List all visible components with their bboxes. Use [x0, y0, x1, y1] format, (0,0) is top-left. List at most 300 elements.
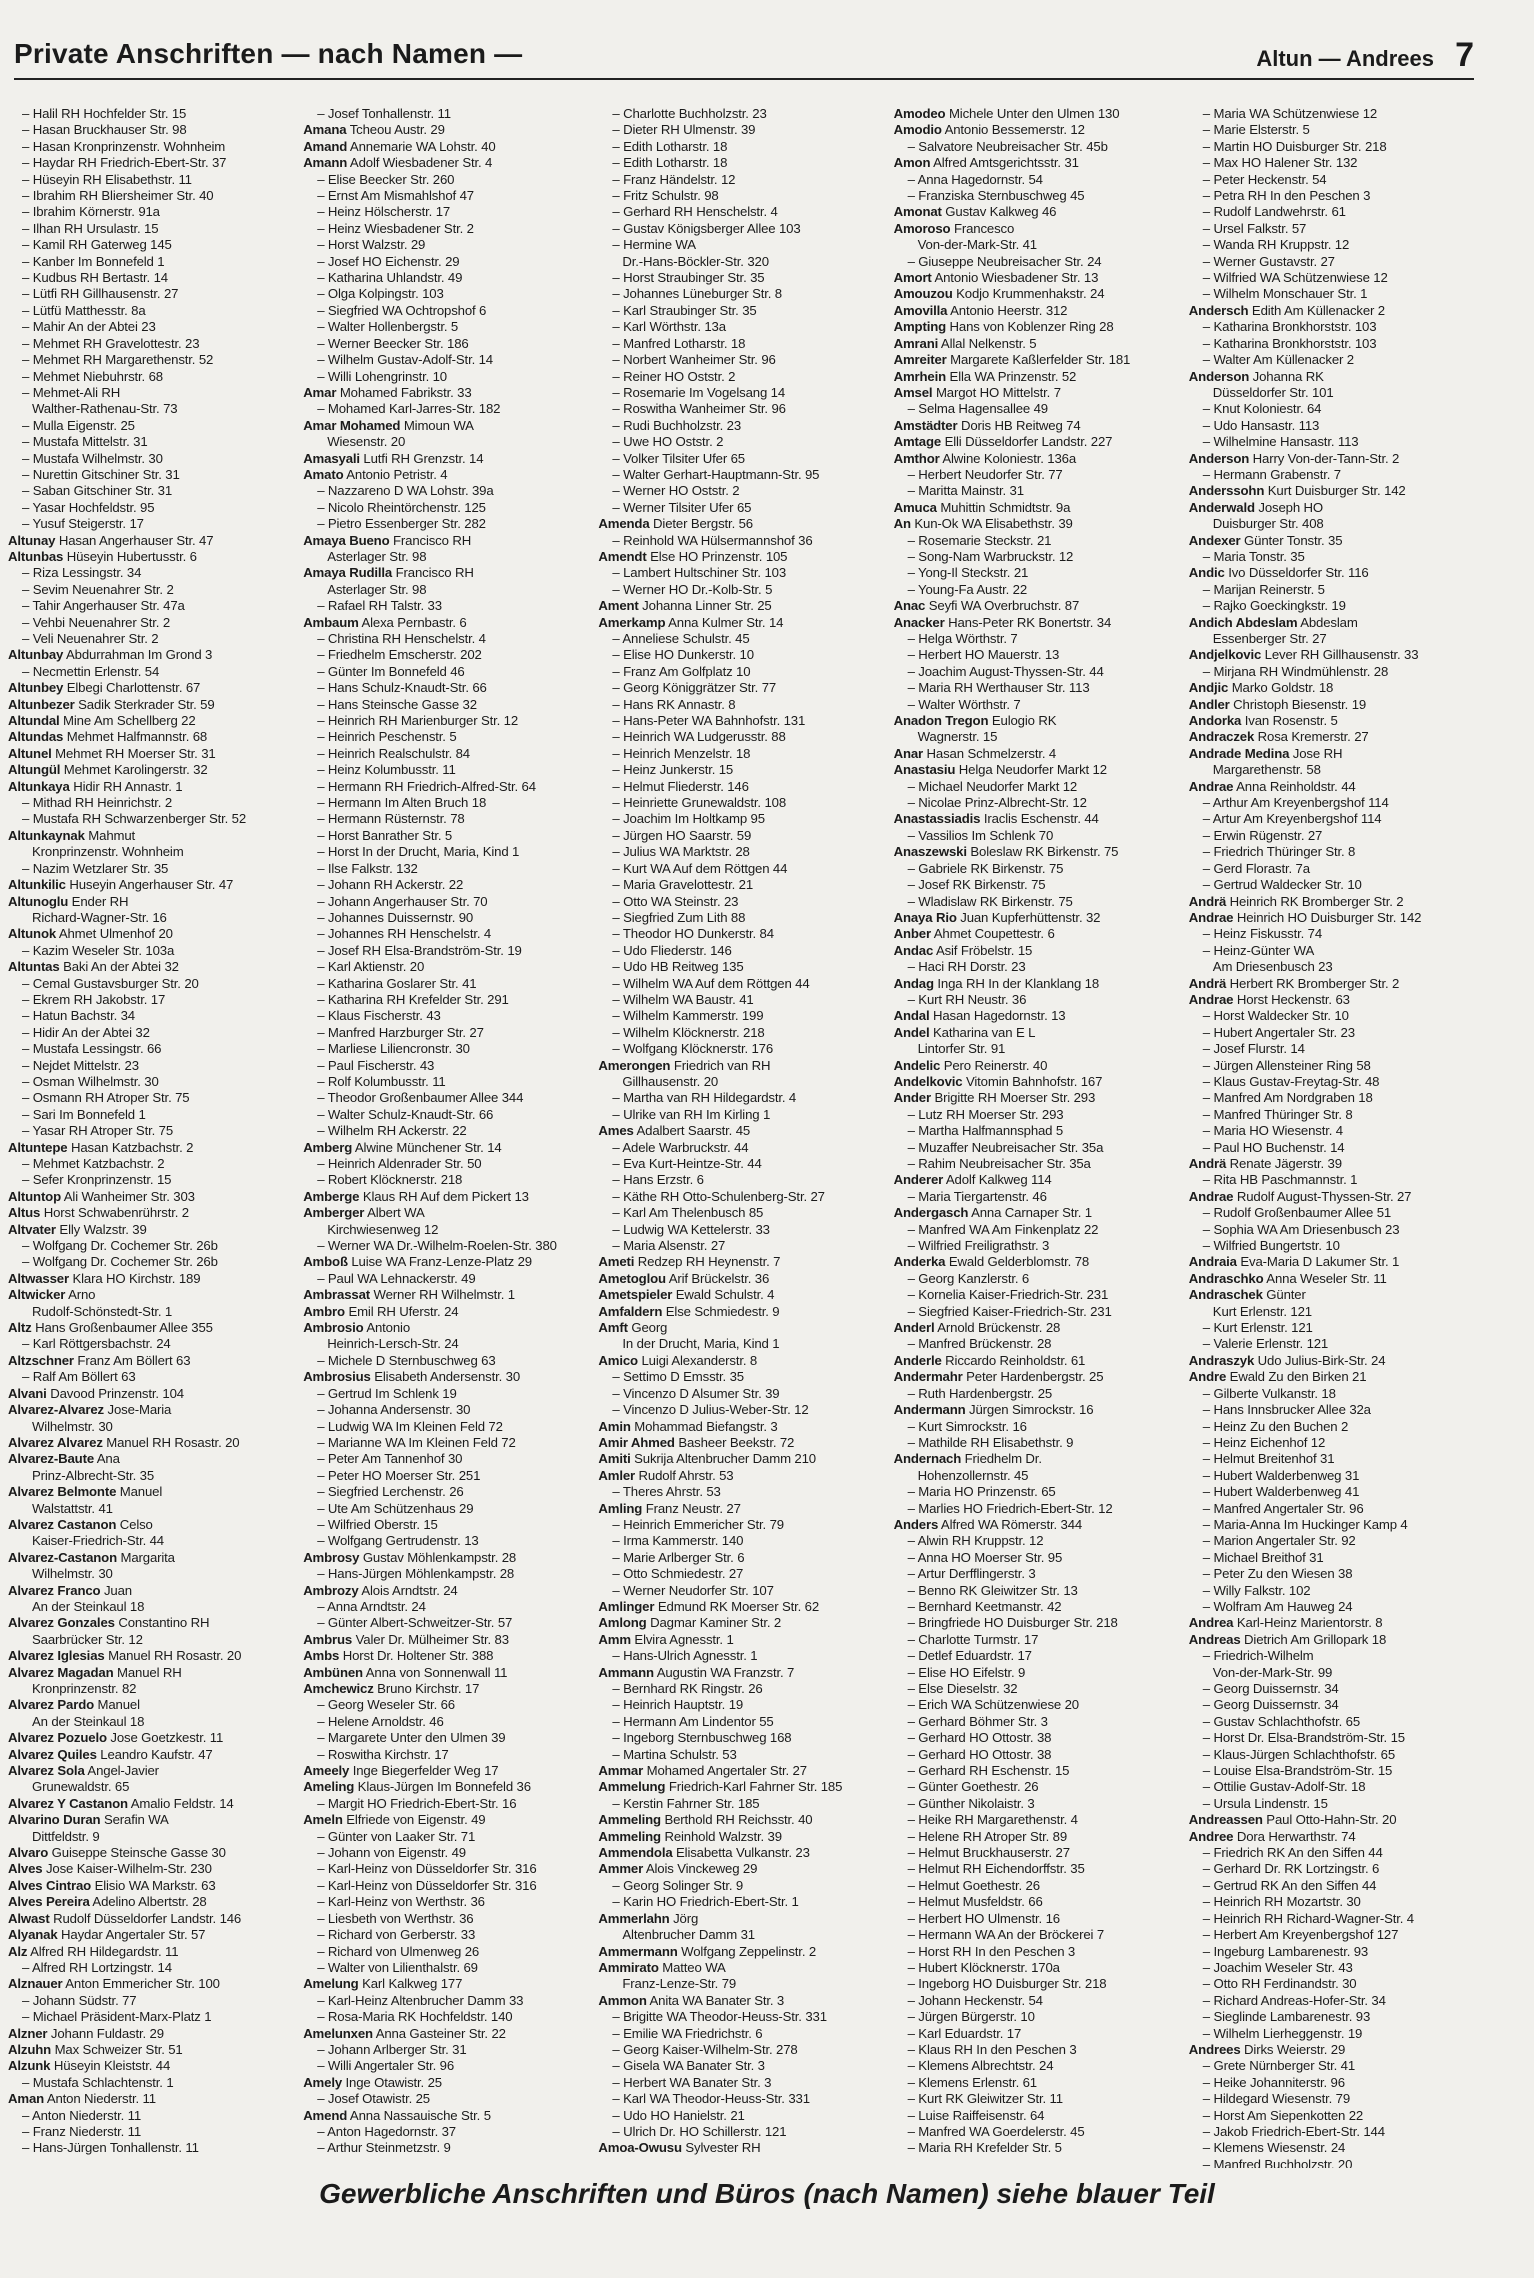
directory-entry: – Werner HO Dr.-Kolb-Str. 5 — [612, 581, 773, 597]
entry-surname: Andel — [893, 1024, 930, 1040]
directory-entry: – Nejdet Mittelstr. 23 — [22, 1057, 139, 1073]
directory-entry: – Ursula Lindenstr. 15 — [1202, 1795, 1328, 1811]
entry-details: Adelino Albertstr. 28 — [89, 1894, 207, 1910]
directory-entry — [303, 565, 588, 581]
directory-entry: – Mustafa Schlachtenstr. 1 — [22, 2074, 174, 2090]
entry-surname: Ametspieler — [598, 1287, 673, 1303]
directory-entry: – Richard Andreas-Hofer-Str. 34 — [1202, 1992, 1386, 2008]
entry-details: Margarete Kaßlerfelder Str. 181 — [946, 352, 1131, 368]
directory-entry: – Gerhard Dr. RK Lortzingstr. 6 — [1202, 1861, 1380, 1877]
directory-entry: – Giuseppe Neubreisacher Str. 24 — [907, 253, 1102, 269]
directory-entry — [894, 122, 1179, 138]
directory-entry: – Gisela WA Banater Str. 3 — [612, 2058, 765, 2074]
entry-details: Elly Walzstr. 39 — [55, 1221, 147, 1237]
directory-entry: – Hermine WA — [612, 237, 696, 253]
directory-entry: – Peter HO Moerser Str. 251 — [317, 1467, 481, 1483]
entry-surname: Amoroso — [893, 220, 951, 236]
directory-entry — [1189, 976, 1474, 992]
directory-entry — [8, 1140, 293, 1156]
entry-surname: Ammeling — [598, 1828, 661, 1844]
directory-entry: – Georg Weseler Str. 66 — [317, 1697, 455, 1713]
directory-entry: – Alwin RH Kruppstr. 12 — [907, 1533, 1044, 1549]
directory-entry: – Detlef Eduardstr. 17 — [907, 1648, 1032, 1664]
entry-surname: Amasyali — [303, 450, 360, 466]
directory-entry: – Katharina Uhlandstr. 49 — [317, 270, 463, 286]
entry-surname: Ammar — [598, 1763, 644, 1779]
directory-entry: – Walter Hollenbergstr. 5 — [317, 319, 459, 335]
directory-entry: – Wolfgang Gertrudenstr. 13 — [317, 1533, 479, 1549]
directory-entry — [894, 1517, 1179, 1533]
directory-entry: – Vehbi Neuenahrer Str. 2 — [22, 614, 171, 630]
entry-surname: Amelunxen — [303, 2025, 373, 2041]
entry-surname: Andjelkovic — [1188, 647, 1262, 663]
entry-details: Margarita — [117, 1549, 175, 1565]
entry-details: Angel-Javier — [84, 1763, 159, 1779]
directory-entry: – Gilberte Vulkanstr. 18 — [1202, 1385, 1336, 1401]
directory-entry — [894, 418, 1179, 434]
entry-surname: Alvarez-Castanon — [8, 1549, 117, 1565]
directory-entry: – Martina Schulstr. 53 — [612, 1746, 737, 1762]
directory-entry — [894, 500, 1179, 516]
entry-surname: Amodio — [893, 122, 942, 138]
directory-entry: – Katharina Bronkhorststr. 103 — [1202, 335, 1377, 351]
directory-entry — [8, 1796, 293, 1812]
directory-entry: – Josef Flurstr. 14 — [1202, 1041, 1305, 1057]
entry-surname: Altuntop — [8, 1188, 61, 1204]
entry-details: Elli Düsseldorfer Landstr. 227 — [941, 434, 1113, 450]
directory-entry: – Josef RH Elsa-Brandström-Str. 19 — [317, 942, 522, 958]
directory-entry: – Lütfü Matthesstr. 8a — [22, 302, 146, 318]
entry-surname: Ambrassat — [303, 1287, 371, 1303]
entry-details: Leandro Kaufstr. 47 — [96, 1746, 213, 1762]
directory-entry: – Wilhelm Klöcknerstr. 218 — [612, 1024, 765, 1040]
directory-entry: Kronprinzenstr. Wohnheim — [32, 844, 184, 860]
directory-entry: – Mustafa Mittelstr. 31 — [22, 434, 148, 450]
entry-surname: Altz — [8, 1320, 32, 1336]
directory-entry: – Helmut Bruckhauserstr. 27 — [907, 1845, 1070, 1861]
directory-entry: – Edith Lotharstr. 18 — [612, 155, 728, 171]
entry-surname: Anderle — [893, 1352, 942, 1368]
directory-entry: – Helmut Breitenhof 31 — [1202, 1451, 1335, 1467]
entry-surname: Amaya Bueno — [303, 532, 390, 548]
entry-surname: Andraschek — [1188, 1287, 1263, 1303]
entry-surname: Amreiter — [893, 352, 947, 368]
directory-entry: – Gerhard RH Henschelstr. 4 — [612, 204, 778, 220]
entry-surname: Ambro — [303, 1303, 345, 1319]
directory-entry: – Heinz Kolumbusstr. 11 — [317, 762, 456, 778]
directory-entry: – Marie Arlberger Str. 6 — [612, 1549, 745, 1565]
entry-details: Arnold Brückenstr. 28 — [934, 1320, 1061, 1336]
directory-entry — [894, 1008, 1179, 1024]
entry-details: Helga Neudorfer Markt 12 — [955, 762, 1107, 778]
directory-entry: Asterlager Str. 98 — [327, 581, 427, 597]
entry-surname: Amand — [303, 138, 348, 154]
entry-details: Albert WA — [364, 1205, 425, 1221]
directory-entry: Von-der-Mark-Str. 41 — [917, 237, 1037, 253]
entry-details: Guiseppe Steinsche Gasse 30 — [48, 1845, 226, 1861]
directory-entry — [894, 713, 1179, 729]
directory-entry — [303, 1976, 588, 1992]
entry-details: Ewald Gelderblomstr. 78 — [945, 1254, 1090, 1270]
directory-entry: – Udo HB Reitweg 135 — [612, 959, 744, 975]
directory-entry: Walstattstr. 41 — [32, 1500, 113, 1516]
directory-entry — [894, 746, 1179, 762]
page-number: 7 — [1455, 36, 1474, 74]
directory-entry: – Wilhelm Lierheggenstr. 19 — [1202, 2025, 1363, 2041]
directory-entry: – Heinz-Günter WA — [1202, 942, 1315, 958]
directory-entry — [598, 1993, 883, 2009]
entry-details: Dirks Weierstr. 29 — [1240, 2041, 1346, 2057]
directory-entry — [894, 1254, 1179, 1270]
entry-details: Sylvester RH — [681, 2140, 761, 2156]
directory-entry: – Sophia WA Am Driesenbusch 23 — [1202, 1221, 1400, 1237]
entry-surname: Alzunk — [8, 2058, 51, 2074]
directory-entry: – Werner Neudorfer Str. 107 — [612, 1582, 774, 1598]
entry-surname: Ambaum — [303, 614, 359, 630]
entry-surname: Alvarez Franco — [8, 1582, 101, 1598]
directory-entry: – Wilhelm RH Ackerstr. 22 — [317, 1123, 467, 1139]
directory-entry: – Heike Johanniterstr. 96 — [1202, 2074, 1345, 2090]
directory-entry — [894, 516, 1179, 532]
directory-entry: – Karl Aktienstr. 20 — [317, 959, 425, 975]
directory-entry: – Nazim Wetzlarer Str. 35 — [22, 860, 169, 876]
directory-entry — [303, 1632, 588, 1648]
directory-entry: – Rosemarie Steckstr. 21 — [907, 532, 1052, 548]
directory-entry — [8, 746, 293, 762]
directory-entry: – Josef Tonhallenstr. 11 — [317, 106, 451, 121]
entry-surname: Altunoglu — [8, 893, 69, 909]
entry-surname: Amfaldern — [598, 1303, 663, 1319]
directory-entry — [1189, 1615, 1474, 1631]
directory-entry — [8, 1730, 293, 1746]
entry-surname: Anders — [893, 1516, 939, 1532]
entry-details: Anna von Sonnenwall 11 — [362, 1664, 508, 1680]
directory-entry — [598, 1861, 883, 1877]
directory-entry — [8, 1894, 293, 1910]
entry-surname: Andelkovic — [893, 1073, 963, 1089]
directory-entry — [303, 155, 588, 171]
directory-entry: – Salvatore Neubreisacher Str. 45b — [907, 138, 1108, 154]
directory-entry — [303, 615, 588, 631]
directory-entry — [8, 1222, 293, 1238]
directory-entry: – Klaus-Jürgen Schlachthofstr. 65 — [1202, 1746, 1396, 1762]
directory-entry: – Anton Hagedornstr. 37 — [317, 2123, 456, 2139]
entry-surname: Anastasiu — [893, 762, 956, 778]
directory-entry: – Christina RH Henschelstr. 4 — [317, 631, 486, 646]
entry-surname: Andrea — [1188, 1615, 1234, 1631]
directory-entry: – Marlies HO Friedrich-Ebert-Str. 12 — [907, 1500, 1113, 1516]
directory-entry: – Roswitha Kirchstr. 17 — [317, 1746, 449, 1762]
entry-surname: Andergasch — [893, 1205, 969, 1221]
directory-entry: – Kamil RH Gaterweg 145 — [22, 237, 172, 253]
entry-surname: Alvaro — [8, 1845, 49, 1861]
entry-details: Serafin WA — [100, 1812, 169, 1828]
entry-surname: Amon — [893, 155, 931, 171]
entry-details: Johanna RK — [1249, 368, 1324, 384]
entry-details: Joseph HO — [1254, 499, 1323, 515]
entry-details: Anna Nassauische Str. 5 — [347, 2107, 491, 2123]
directory-entry: – Heinrich RH Marienburger Str. 12 — [317, 713, 519, 729]
directory-entry — [1189, 1156, 1474, 1172]
directory-entry: – Kurt Simrockstr. 16 — [907, 1418, 1027, 1434]
entry-surname: Altungül — [8, 762, 61, 778]
directory-entry: Saarbrücker Str. 12 — [32, 1631, 143, 1647]
directory-entry — [598, 1763, 883, 1779]
directory-entry — [303, 533, 588, 549]
entry-details: Arif Brückelstr. 36 — [665, 1270, 770, 1286]
directory-entry — [8, 1550, 293, 1566]
directory-entry: – Gerhard RH Eschenstr. 15 — [907, 1763, 1070, 1779]
entry-details: Allal Nelkenstr. 5 — [938, 335, 1037, 351]
directory-entry: – Jürgen Bürgerstr. 10 — [907, 2009, 1035, 2025]
directory-entry: – Ursel Falkstr. 57 — [1202, 220, 1307, 236]
entry-details: Hasan Angerhauser Str. 47 — [55, 532, 214, 548]
directory-entry: – Wilfried Bungertstr. 10 — [1202, 1238, 1340, 1254]
directory-entry: – Emilie WA Friedrichstr. 6 — [612, 2025, 763, 2041]
directory-entry: – Walter Am Küllenacker 2 — [1202, 352, 1354, 368]
entry-surname: Andreassen — [1188, 1812, 1263, 1828]
directory-entry — [894, 1172, 1179, 1188]
entry-surname: Ambünen — [303, 1664, 363, 1680]
directory-entry: – Anna Hagedornstr. 54 — [907, 171, 1043, 187]
directory-entry: – Reinhold WA Hülsermannshof 36 — [612, 532, 813, 548]
directory-entry: – Jürgen Allensteiner Ring 58 — [1202, 1057, 1371, 1073]
directory-entry: – Dieter RH Ulmenstr. 39 — [612, 122, 756, 138]
directory-entry: – Paul HO Buchenstr. 14 — [1202, 1139, 1345, 1155]
directory-entry: – Hermann Am Lindentor 55 — [612, 1713, 774, 1729]
directory-entry — [303, 1763, 588, 1779]
entry-details: Luigi Alexanderstr. 8 — [637, 1352, 758, 1368]
directory-entry: – Hatun Bachstr. 34 — [22, 1008, 135, 1024]
entry-details: Horst Schwabenrührstr. 2 — [40, 1205, 189, 1221]
directory-entry: – Kurt RK Gleiwitzer Str. 11 — [907, 2091, 1063, 2107]
directory-entry: – Heinriette Grunewaldstr. 108 — [612, 795, 787, 811]
entry-surname: Anderl — [893, 1320, 935, 1336]
directory-entry: – Wilhelm WA Baustr. 41 — [612, 991, 754, 1007]
directory-entry — [1189, 729, 1474, 745]
directory-entry: – Maria-Anna Im Huckinger Kamp 4 — [1202, 1516, 1408, 1532]
directory-entry: – Kudbus RH Bertastr. 14 — [22, 270, 168, 286]
directory-entry: – Siegfried Zum Lith 88 — [612, 909, 746, 925]
entry-details: Jose Goetzkestr. 11 — [106, 1730, 224, 1746]
directory-entry — [894, 352, 1179, 368]
entry-details: Ana — [94, 1451, 120, 1467]
directory-entry — [894, 451, 1179, 467]
directory-entry: – Brigitte WA Theodor-Heuss-Str. 331 — [612, 2009, 827, 2025]
directory-entry: – Franziska Sternbuschweg 45 — [907, 188, 1085, 204]
directory-entry — [8, 1665, 293, 1681]
column-3 — [598, 106, 883, 2168]
entry-details: Edmund RK Moerser Str. 62 — [654, 1598, 820, 1614]
entry-details: Friedrich-Karl Fahrner Str. 185 — [665, 1779, 843, 1795]
directory-entry: – Heike RH Margarethenstr. 4 — [907, 1812, 1078, 1828]
directory-entry: – Herbert WA Banater Str. 3 — [612, 2074, 772, 2090]
directory-entry: – Wilfried WA Schützenwiese 12 — [1202, 270, 1388, 286]
entry-surname: Amerkamp — [598, 614, 666, 630]
directory-entry: – Gerhard HO Ottostr. 38 — [907, 1730, 1052, 1746]
directory-entry: – Erich WA Schützenwiese 20 — [907, 1697, 1079, 1713]
entry-surname: Altuntepe — [8, 1139, 68, 1155]
entry-surname: Amico — [598, 1352, 638, 1368]
entry-surname: Andelic — [893, 1057, 941, 1073]
entry-details: Peter Hardenbergstr. 25 — [962, 1369, 1104, 1385]
entry-details: Annemarie WA Lohstr. 40 — [347, 138, 496, 154]
directory-entry: – Willi Angertaler Str. 96 — [317, 2058, 455, 2074]
directory-entry: – Ludwig WA Kettelerstr. 33 — [612, 1221, 770, 1237]
entry-details: Inge Biegerfelder Weg 17 — [349, 1763, 499, 1779]
directory-entry: – Margit HO Friedrich-Ebert-Str. 16 — [317, 1795, 517, 1811]
directory-entry: – Maritta Mainstr. 31 — [907, 483, 1024, 499]
entry-details: Doris HB Reitweg 74 — [957, 417, 1081, 433]
directory-entry: – Heinrich Realschulstr. 84 — [317, 745, 470, 761]
directory-entry: – Heinrich Aldenrader Str. 50 — [317, 1156, 482, 1171]
directory-entry: – Hermann Rüsternstr. 78 — [317, 811, 465, 827]
directory-entry: – Hans Schulz-Knaudt-Str. 66 — [317, 680, 487, 696]
entry-surname: Ambs — [303, 1648, 340, 1664]
entry-details: Manuel — [116, 1484, 163, 1500]
directory-entry — [303, 1583, 588, 1599]
entry-details: Inga RH In der Klanklang 18 — [933, 975, 1100, 991]
directory-entry — [8, 762, 293, 778]
entry-details: Rudolf August-Thyssen-Str. 27 — [1233, 1188, 1412, 1204]
directory-entry: – Hubert Angertaler Str. 23 — [1202, 1024, 1355, 1040]
directory-entry — [1189, 680, 1474, 696]
directory-entry: Heinrich-Lersch-Str. 24 — [327, 1336, 459, 1352]
directory-entry: – Werner WA Dr.-Wilhelm-Roelen-Str. 380 — [317, 1238, 557, 1254]
directory-entry: – Wilfried Freiligrathstr. 3 — [907, 1238, 1050, 1254]
directory-entry: – Valerie Erlenstr. 121 — [1202, 1336, 1329, 1352]
entry-details: Ewald Schulstr. 4 — [672, 1287, 775, 1303]
directory-entry — [894, 1074, 1179, 1090]
entry-surname: Altunay — [8, 532, 56, 548]
entry-details: Franz Am Böllert 63 — [73, 1352, 191, 1368]
entry-details: Ahmet Coupettestr. 6 — [930, 926, 1055, 942]
directory-entry: – Rolf Kolumbusstr. 11 — [317, 1073, 446, 1089]
entry-details: Else Schmiedestr. 9 — [662, 1303, 780, 1319]
entry-details: Hüseyin Kleiststr. 44 — [50, 2058, 171, 2074]
directory-entry: – Volker Tilsiter Ufer 65 — [612, 450, 745, 466]
entry-details: Franz Neustr. 27 — [642, 1500, 741, 1516]
directory-entry: Altenbrucher Damm 31 — [622, 1927, 755, 1943]
directory-entry — [598, 1665, 883, 1681]
entry-details: Ali Wanheimer Str. 303 — [61, 1188, 195, 1204]
directory-entry: – Otto RH Ferdinandstr. 30 — [1202, 1976, 1357, 1992]
entry-surname: Alves Cintrao — [8, 1877, 92, 1893]
entry-details: Anna Carnaper Str. 1 — [968, 1205, 1092, 1221]
entry-details: Hasan Schmelzerstr. 4 — [923, 745, 1057, 761]
directory-entry — [1189, 1254, 1474, 1270]
entry-details: Alwine Münchener Str. 14 — [352, 1139, 502, 1155]
directory-entry: – Max HO Halener Str. 132 — [1202, 155, 1358, 171]
directory-entry: – Helmut Fliederstr. 146 — [612, 778, 749, 794]
directory-entry: Essenberger Str. 27 — [1212, 631, 1327, 646]
directory-entry: – Gerhard HO Ottostr. 38 — [907, 1746, 1052, 1762]
entry-details: Mohamed Angertaler Str. 27 — [643, 1763, 807, 1779]
entry-details: Antonio — [363, 1320, 411, 1336]
entry-surname: Amm — [598, 1631, 631, 1647]
directory-entry: – Heinz Fiskusstr. 74 — [1202, 926, 1323, 942]
entry-surname: Altunbay — [8, 647, 64, 663]
entry-surname: Alvarez Alvarez — [8, 1434, 103, 1450]
directory-entry — [1189, 500, 1474, 516]
directory-entry — [894, 369, 1179, 385]
entry-details: Elisabetta Vulkanstr. 23 — [672, 1845, 810, 1861]
entry-details: Wolfgang Zeppelinstr. 2 — [677, 1943, 817, 1959]
directory-entry: – Vincenzo D Julius-Weber-Str. 12 — [612, 1402, 809, 1418]
directory-entry: – Joachim August-Thyssen-Str. 44 — [907, 663, 1104, 679]
entry-surname: Ander — [893, 1090, 931, 1106]
directory-entry: – Udo Fliederstr. 146 — [612, 942, 732, 958]
directory-entry: – Werner HO Oststr. 2 — [612, 483, 740, 499]
entry-surname: Amendt — [598, 548, 647, 564]
entry-details: Heinrich HO Duisburger Str. 142 — [1233, 909, 1422, 925]
directory-entry: – Lutz RH Moerser Str. 293 — [907, 1106, 1064, 1122]
entry-details: Ender RH — [68, 893, 129, 909]
directory-entry: Grunewaldstr. 65 — [32, 1779, 130, 1795]
directory-entry: – Wladislaw RK Birkenstr. 75 — [907, 893, 1073, 909]
entry-details: Juan — [100, 1582, 132, 1598]
entry-surname: Amar Mohamed — [303, 417, 401, 433]
directory-entry: – Josef RK Birkenstr. 75 — [907, 877, 1046, 893]
directory-entry: – Necmettin Erlenstr. 54 — [22, 663, 160, 679]
directory-entry: – Gertrud RK An den Siffen 44 — [1202, 1877, 1377, 1893]
entry-surname: Ames — [598, 1123, 634, 1139]
directory-entry — [1189, 779, 1474, 795]
entry-details: Hidir RH Annastr. 1 — [69, 778, 183, 794]
entry-details: Alwine Koloniestr. 136a — [939, 450, 1077, 466]
directory-entry: – Selma Hagensallee 49 — [907, 401, 1048, 417]
directory-entry: – Horst Straubinger Str. 35 — [612, 270, 765, 286]
directory-entry — [598, 2140, 883, 2156]
directory-entry: – Heinrich WA Ludgerusstr. 88 — [612, 729, 786, 745]
entry-details: Manuel RH Rosastr. 20 — [104, 1648, 242, 1664]
entry-details: Herbert RK Bromberger Str. 2 — [1226, 975, 1400, 991]
entry-details: Karl-Heinz Marientorstr. 8 — [1233, 1615, 1383, 1631]
directory-entry — [303, 1287, 588, 1303]
entry-details: Gustav Möhlenkampstr. 28 — [359, 1549, 517, 1565]
directory-entry — [8, 713, 293, 729]
directory-entry: – Bringfriede HO Duisburger Str. 218 — [907, 1615, 1118, 1631]
directory-entry — [303, 467, 588, 483]
directory-entry: – Cemal Gustavsburger Str. 20 — [22, 975, 199, 991]
entry-details: Johann Fuldastr. 29 — [47, 2025, 164, 2041]
entry-surname: Amelung — [303, 1976, 359, 1992]
directory-entry: – Hans-Peter WA Bahnhofstr. 131 — [612, 713, 806, 729]
entry-details: Seyfi WA Overbruchstr. 87 — [925, 598, 1080, 614]
directory-entry — [303, 139, 588, 155]
directory-entry: – Klemens Erlenstr. 61 — [907, 2074, 1037, 2090]
directory-entry: – Rita HB Paschmannstr. 1 — [1202, 1172, 1358, 1188]
directory-entry: – Mulla Eigenstr. 25 — [22, 417, 135, 433]
directory-entry — [1189, 303, 1474, 319]
directory-entry: – Hubert Walderbenweg 31 — [1202, 1467, 1360, 1483]
directory-entry: – Hans-Ulrich Agnesstr. 1 — [612, 1648, 758, 1664]
directory-entry: – Bernhard RK Ringstr. 26 — [612, 1681, 763, 1696]
directory-entry — [303, 1320, 588, 1336]
directory-entry: – Rajko Goeckingkstr. 19 — [1202, 598, 1346, 614]
directory-entry: – Johann Heckenstr. 54 — [907, 1992, 1043, 2008]
directory-entry: – Maria HO Prinzenstr. 65 — [907, 1484, 1056, 1500]
entry-details: Valer Dr. Mülheimer Str. 83 — [352, 1631, 509, 1647]
entry-surname: Ameely — [303, 1763, 350, 1779]
directory-entry — [598, 1960, 883, 1976]
directory-entry — [8, 697, 293, 713]
directory-entry: – Helene RH Atroper Str. 89 — [907, 1828, 1068, 1844]
entry-details: Jürgen Simrockstr. 16 — [965, 1402, 1094, 1418]
directory-entry: – Marijan Reinerstr. 5 — [1202, 581, 1325, 597]
directory-entry: – Kurt Erlenstr. 121 — [1202, 1320, 1313, 1336]
entry-surname: Andermahr — [893, 1369, 963, 1385]
